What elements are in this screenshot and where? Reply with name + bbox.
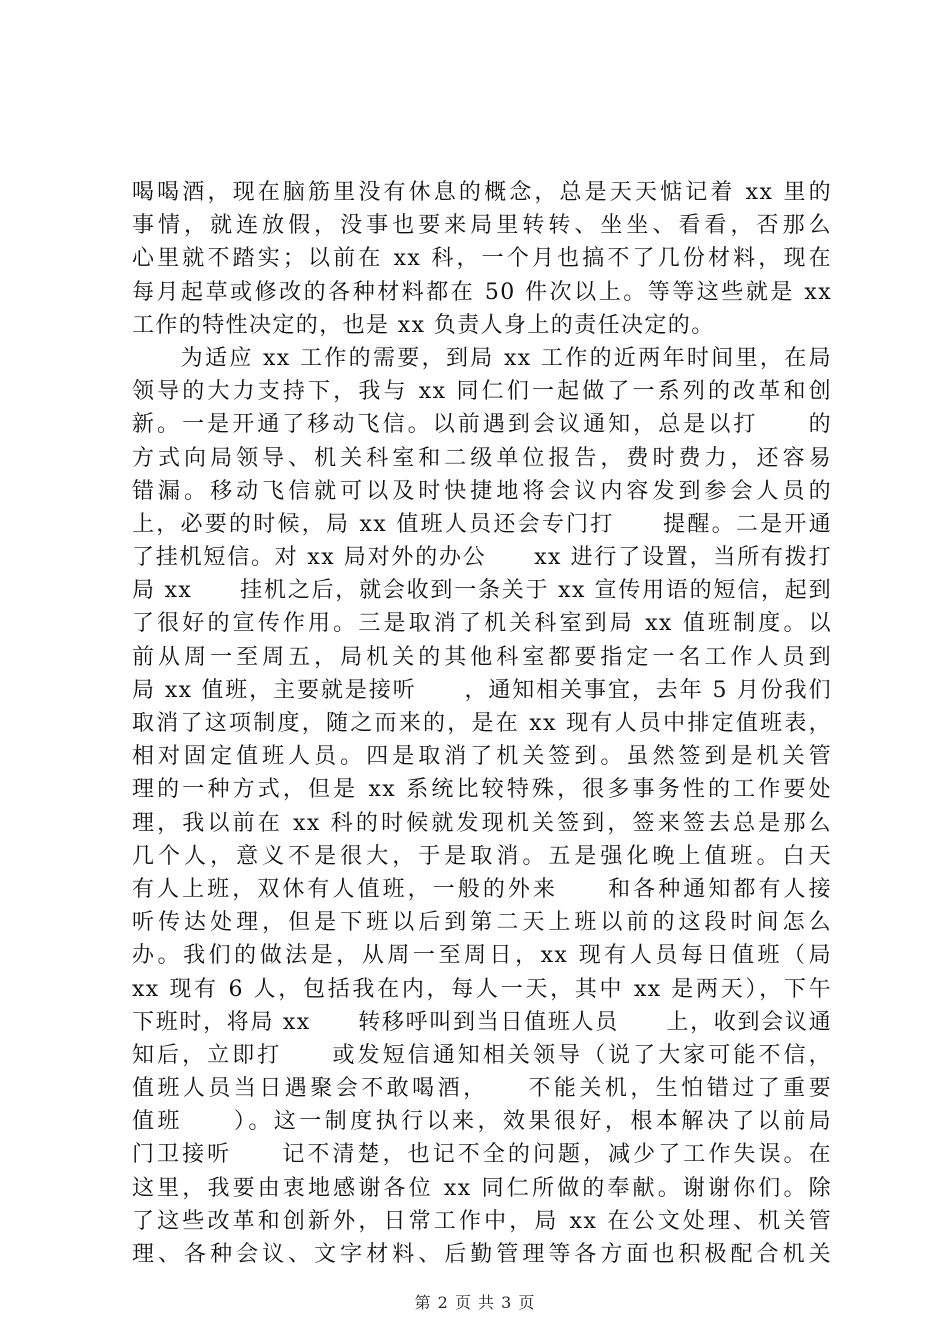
text-line: 为适应 xx 工作的需要，到局 xx 工作的近两年时间里，在局 [132,345,832,371]
text-line: 几个人，意义不是很大，于是取消。五是强化晚上值班。白天 [132,843,832,869]
text-line: 心里就不踏实；以前在 xx 科，一个月也搞不了几份材料，现在 [132,246,832,272]
text-line: 值班 ）。这一制度执行以来，效果很好，根本解决了以前局 [132,1109,832,1135]
text-line: 喝喝酒，现在脑筋里没有休息的概念，总是天天惦记着 xx 里的 [132,180,832,205]
text-line: 领导的大力支持下，我与 xx 同仁们一起做了一系列的改革和创 [132,379,832,405]
text-line: 门卫接听 记不清楚，也记不全的问题，减少了工作失误。在 [132,1142,832,1168]
text-line: 听传达处理，但是下班以后到第二天上班以前的这段时间怎么 [132,910,832,936]
body-text [132,176,832,1271]
text-line: 取消了这项制度，随之而来的，是在 xx 现有人员中排定值班表， [132,711,832,736]
text-line: 上，必要的时候，局 xx 值班人员还会专门打 提醒。二是开通 [132,511,832,537]
text-line: 错漏。移动飞信就可以及时快捷地将会议内容发到参会人员的 [132,478,832,504]
text-line: 新。一是开通了移动飞信。以前遇到会议通知，总是以打 的 [132,412,832,438]
text-line: 方式向局领导、机关科室和二级单位报告，费时费力，还容易 [132,445,832,471]
text-line: 了很好的宣传作用。三是取消了机关科室到局 xx 值班制度。以 [132,611,832,637]
text-line: 这里，我要由衷地感谢各位 xx 同仁所做的奉献。谢谢你们。除 [132,1175,832,1201]
text-line: 有人上班，双休有人值班，一般的外来 和各种通知都有人接 [132,876,832,902]
text-line: 理，我以前在 xx 科的时候就发现机关签到，签来签去总是那么 [132,810,832,836]
text-line: 了挂机短信。对 xx 局对外的办公 xx 进行了设置，当所有拨打 [132,545,832,571]
page-number-footer: 第 2 页 共 3 页 [414,1293,536,1312]
text-line: 工作的特性决定的，也是 xx 负责人身上的责任决定的。 [132,312,715,338]
text-line: 相对固定值班人员。四是取消了机关签到。虽然签到是机关管 [132,744,832,770]
text-line: 值班人员当日遇聚会不敢喝酒， 不能关机，生怕错过了重要 [132,1076,832,1102]
text-line: xx 现有 6 人，包括我在内，每人一天，其中 xx 是两天），下午 [132,976,832,1002]
text-line: 每月起草或修改的各种材料都在 50 件次以上。等等这些就是 xx [132,279,832,305]
text-line: 理、各种会议、文字材料、后勤管理等各方面也积极配合机关 [132,1242,832,1267]
text-line: 了这些改革和创新外，日常工作中，局 xx 在公文处理、机关管 [132,1208,832,1234]
text-line: 局 xx 挂机之后，就会收到一条关于 xx 宣传用语的短信，起到 [132,578,832,604]
text-line: 理的一种方式，但是 xx 系统比较特殊，很多事务性的工作要处 [132,777,832,803]
text-line: 下班时，将局 xx 转移呼叫到当日值班人员 上，收到会议通 [132,1009,832,1035]
text-line: 知后，立即打 或发短信通知相关领导（说了大家可能不信， [132,1042,832,1068]
text-line: 事情，就连放假，没事也要来局里转转、坐坐、看看，否那么 [132,213,832,239]
text-line: 局 xx 值班，主要就是接听 ，通知相关事宜，去年 5 月份我们 [132,677,832,703]
text-line: 前从周一至周五，局机关的其他科室都要指定一名工作人员到 [132,644,832,670]
text-line: 办。我们的做法是，从周一至周日，xx 现有人员每日值班（局 [132,943,832,969]
